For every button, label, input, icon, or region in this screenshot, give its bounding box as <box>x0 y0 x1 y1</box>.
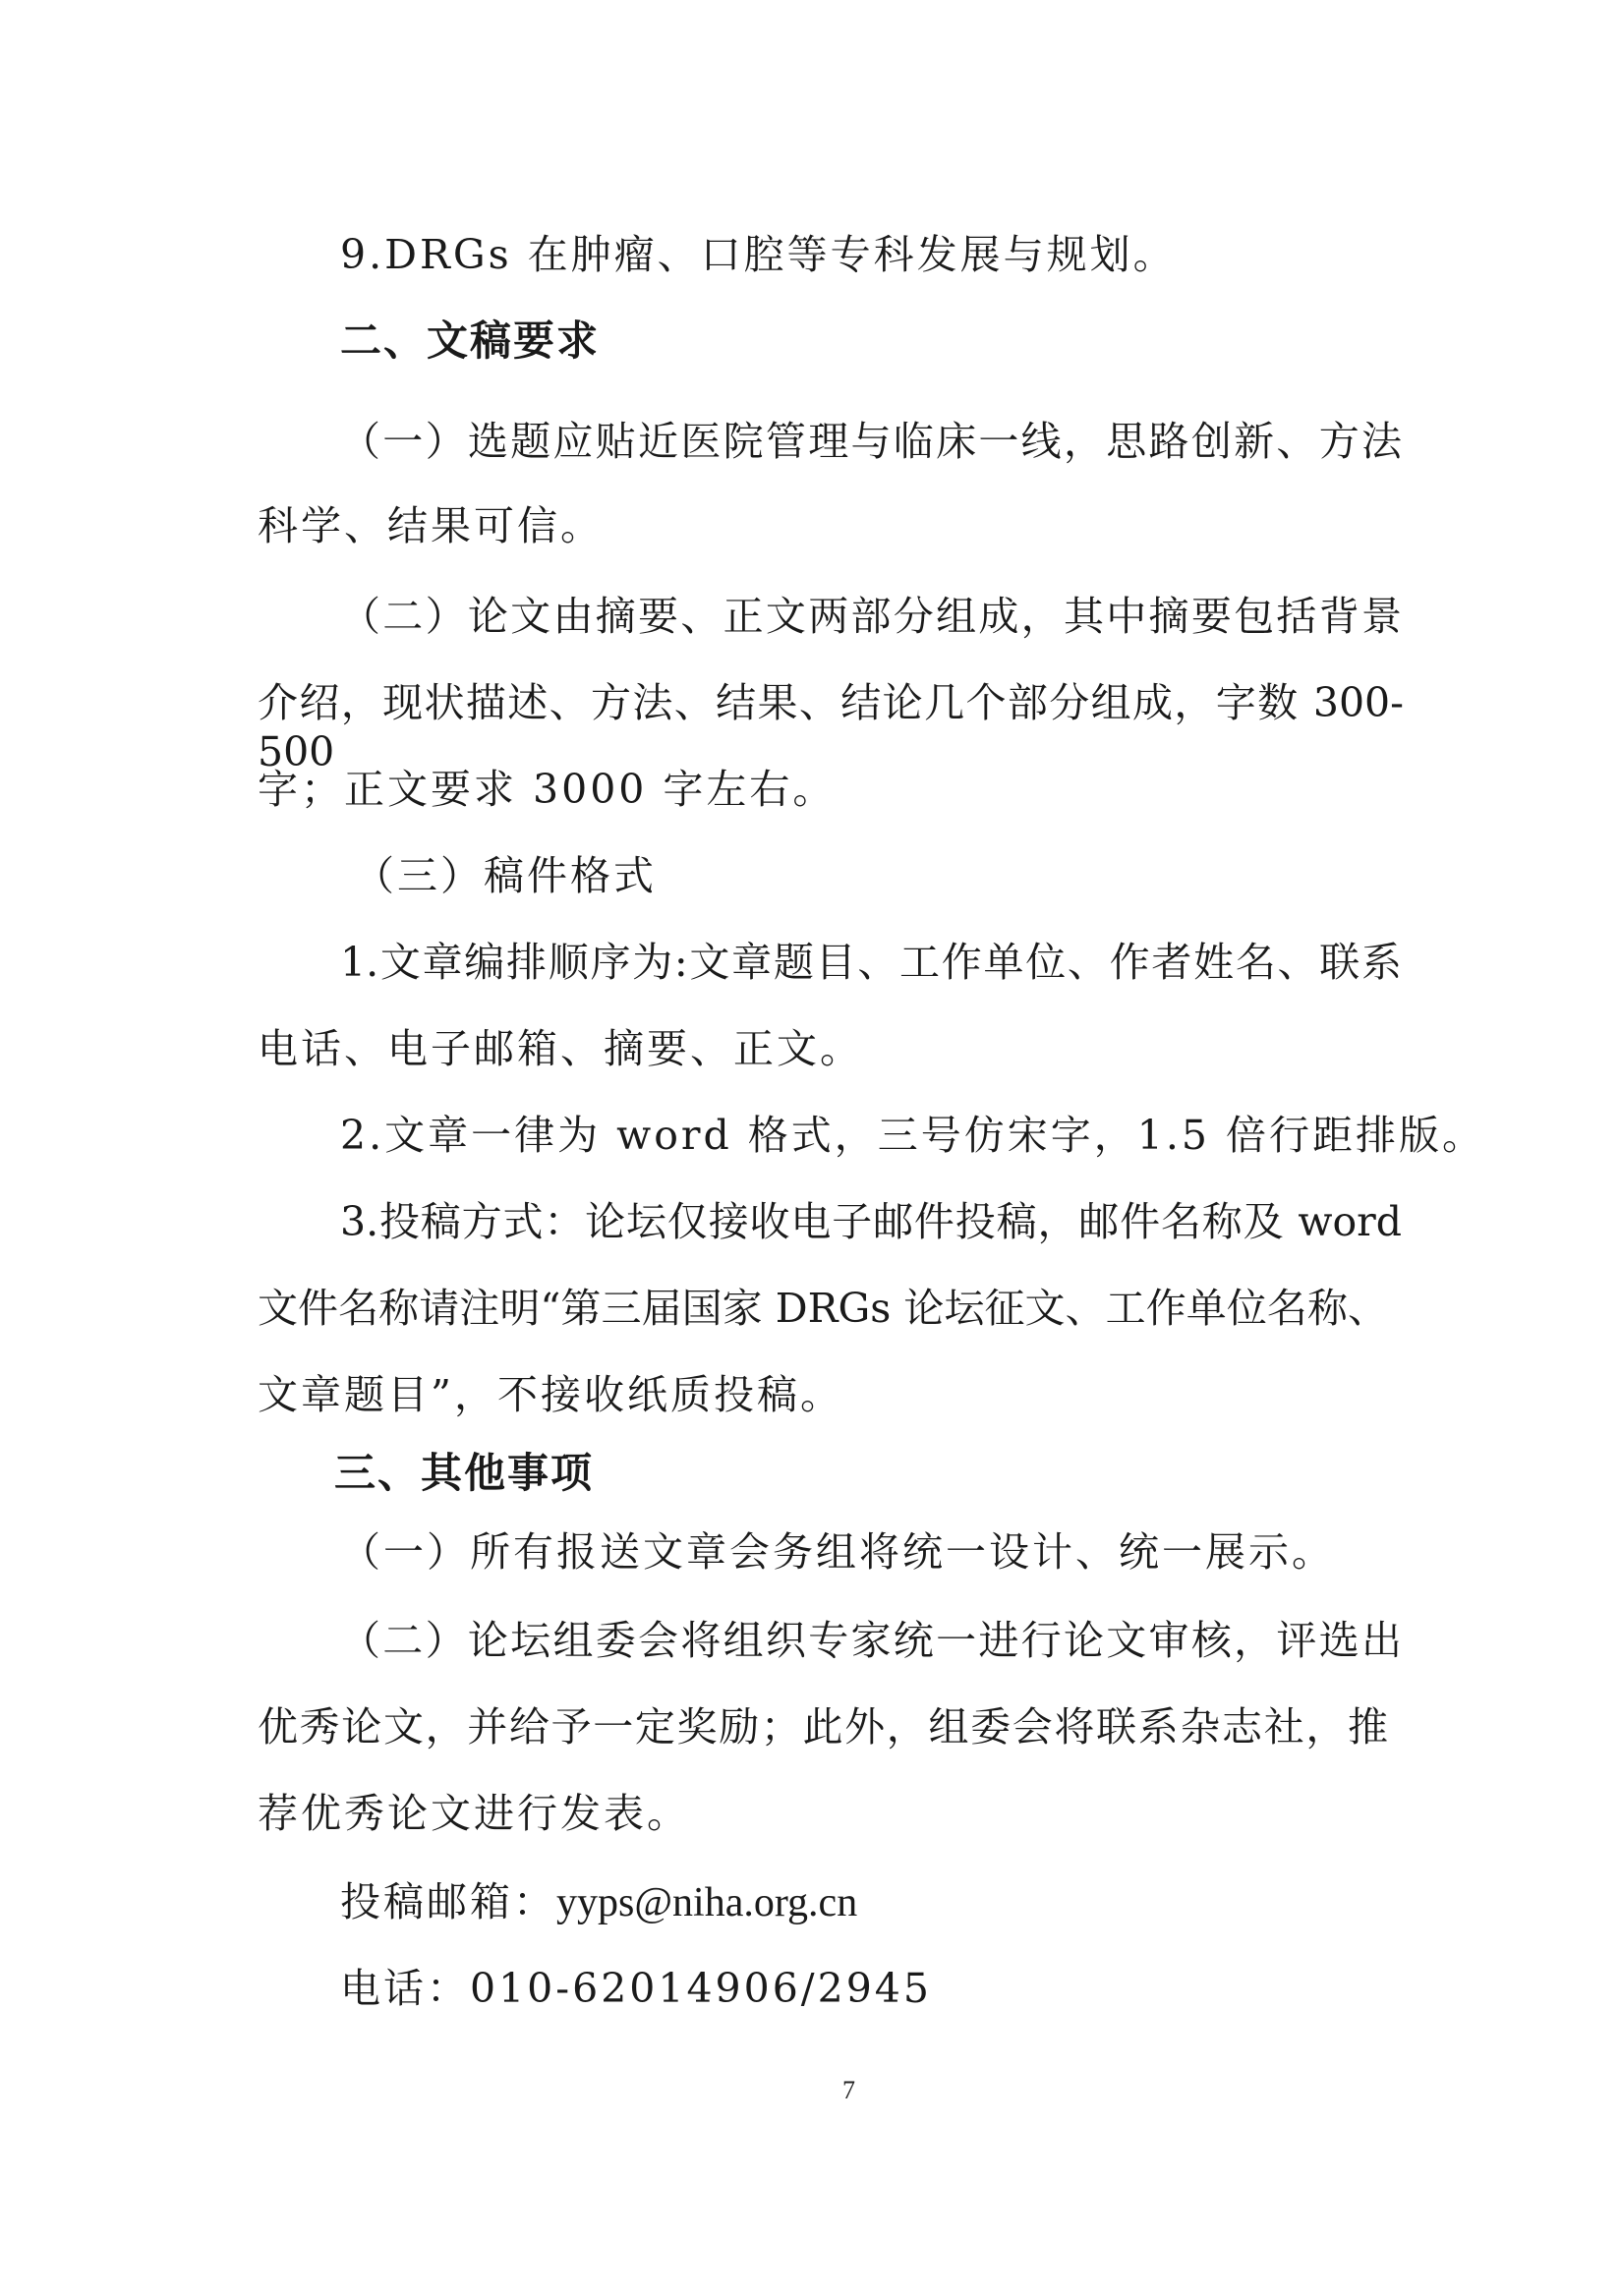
email-label: 投稿邮箱： <box>340 1878 556 1925</box>
s3-p2-line3: 荐优秀论文进行发表。 <box>258 1790 690 1837</box>
s2-p1-line1: （一）选题应贴近医院管理与临床一线，思路创新、方法 <box>340 418 1402 465</box>
s3-p2-line2: 优秀论文，并给予一定奖励；此外，组委会将联系杂志社，推 <box>258 1703 1388 1751</box>
section-2-heading: 二、文稿要求 <box>340 316 601 365</box>
email-value: yyps@niha.org.cn <box>556 1880 858 1925</box>
phone-label: 电话： <box>340 1965 470 2012</box>
s3-p2-line1: （二）论坛组委会将组织专家统一进行论文审核，评选出 <box>340 1617 1402 1664</box>
s2-p2-line1: （二）论文由摘要、正文两部分组成，其中摘要包括背景 <box>340 593 1402 640</box>
s2-p3-subheading: （三）稿件格式 <box>354 852 657 899</box>
phone-value: 010-62014906/2945 <box>470 1965 932 2012</box>
phone-line <box>340 1964 932 2013</box>
s2-p2-line2: 介绍，现状描述、方法、结果、结论几个部分组成，字数 300-500 <box>258 679 1404 775</box>
s2-p1-line2: 科学、结果可信。 <box>258 502 604 549</box>
format-item-1-line2: 电话、电子邮箱、摘要、正文。 <box>258 1025 863 1072</box>
section-3-heading: 三、其他事项 <box>334 1449 595 1497</box>
email-line <box>340 1877 857 1927</box>
page-number: 7 <box>842 2076 855 2104</box>
format-item-3-line2: 文件名称请注明“第三届国家 DRGs 论坛征文、工作单位名称、 <box>258 1285 1388 1332</box>
format-item-3-line3: 文章题目”，不接收纸质投稿。 <box>258 1371 843 1418</box>
s2-p2-line3: 字；正文要求 3000 字左右。 <box>258 766 837 813</box>
format-item-1-line1: 1.文章编排顺序为:文章题目、工作单位、作者姓名、联系 <box>340 939 1402 986</box>
format-item-3-line1: 3.投稿方式：论坛仅接收电子邮件投稿，邮件名称及 word <box>340 1198 1402 1245</box>
s3-p1: （一）所有报送文章会务组将统一设计、统一展示。 <box>340 1528 1335 1576</box>
format-item-2: 2.文章一律为 word 格式，三号仿宋字，1.5 倍行距排版。 <box>340 1112 1486 1159</box>
list-item-9: 9.DRGs 在肿瘤、口腔等专科发展与规划。 <box>340 231 1177 278</box>
